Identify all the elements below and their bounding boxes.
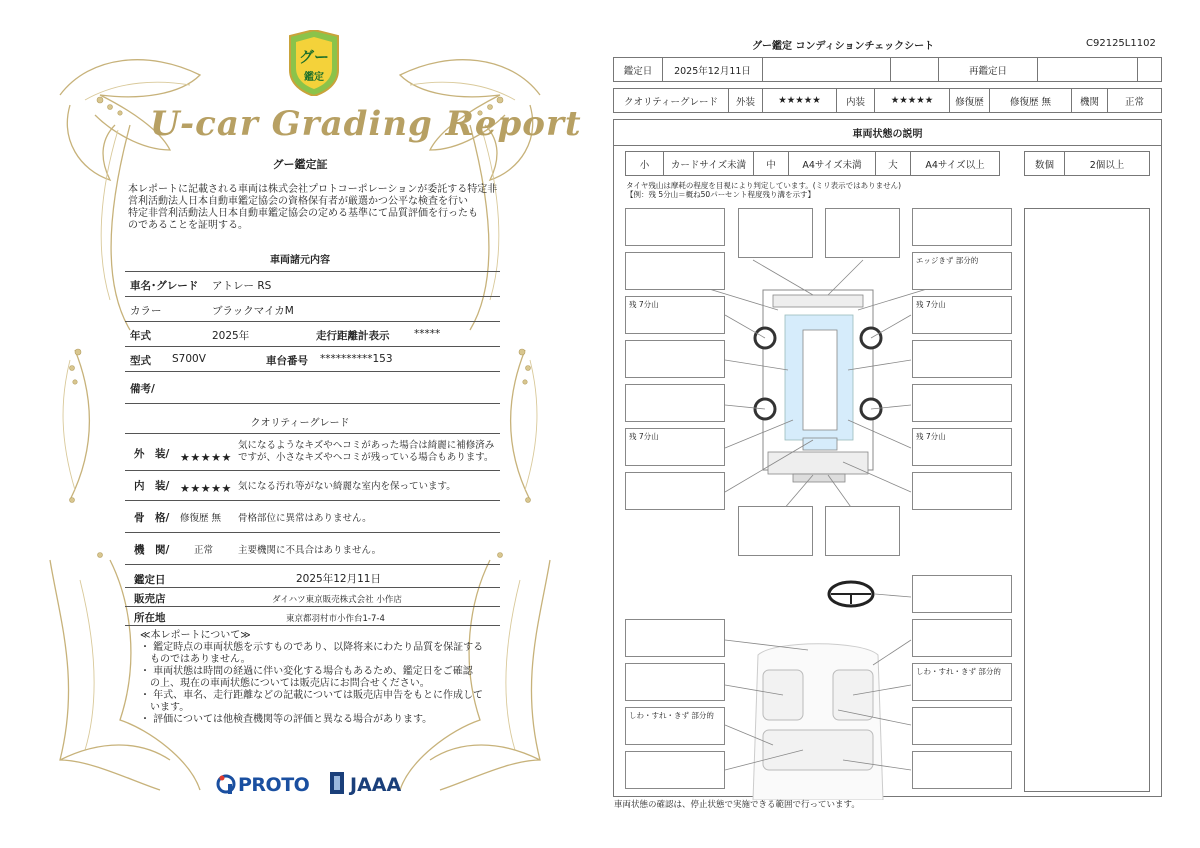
qg-label: クオリティーグレード <box>614 89 729 112</box>
comment-box-steering <box>912 575 1012 613</box>
sheet-footer: 車両状態の確認は、停止状態で実施できる範囲で行っています。 <box>614 800 860 810</box>
comment-box <box>625 252 725 290</box>
comment-box <box>625 663 725 701</box>
svg-text:グー: グー <box>298 48 330 66</box>
legend-small: 小 <box>626 152 664 175</box>
about-line: ものではありません。 <box>140 654 251 665</box>
certificate-intro <box>128 184 508 232</box>
date-label: 鑑定日 <box>614 58 663 81</box>
spec-chassis-label: 車台番号 <box>266 355 308 367</box>
quality-engine-desc: 主要機関に不具合はありません。 <box>238 545 382 556</box>
legend-count-desc: 2個以上 <box>1089 159 1125 171</box>
legend-medium-desc: A4サイズ未満 <box>789 152 876 175</box>
legend-medium: 中 <box>754 152 789 175</box>
spec-heading: 車両諸元内容 <box>270 255 330 266</box>
svg-text:鑑定: 鑑定 <box>304 72 324 83</box>
comment-box <box>625 751 725 789</box>
size-legend <box>625 151 1000 176</box>
quality-interior-desc: 気になる汚れ等がない綺麗な室内を保っています。 <box>238 481 456 492</box>
comment-box-tire-front-right <box>912 296 1012 334</box>
quality-frame-value: 修復歴 無 <box>180 513 222 524</box>
comment-box-interior-left <box>625 707 725 745</box>
ext-stars: ★★★★★ <box>763 89 837 112</box>
date-blank <box>763 58 891 81</box>
sheet-code: C92125L1102 <box>1086 38 1156 49</box>
quality-frame-desc: 骨格部位に異常はありません。 <box>238 513 372 524</box>
note-tire-fl: 残 7分山 <box>629 300 659 309</box>
quality-exterior-desc <box>238 440 494 464</box>
quality-exterior-stars: ★★★★★ <box>180 451 232 464</box>
ext-label: 外装 <box>729 89 763 112</box>
spec-model-value: S700V <box>172 353 206 365</box>
spec-mileage-value: ***** <box>414 328 441 340</box>
comment-box <box>912 707 1012 745</box>
comment-box <box>625 340 725 378</box>
about-report <box>140 630 500 726</box>
intro-line: 本レポートに記載される車両は株式会社プロトコーポレーションが委託する特定非 <box>128 184 498 195</box>
comment-box <box>912 751 1012 789</box>
about-line: ・ 評価については他検査機関等の評価と異なる場合があります。 <box>140 714 433 725</box>
proto-brand: PROTO <box>238 774 310 796</box>
dealer-label: 販売店 <box>134 593 166 605</box>
legend-large: 大 <box>876 152 911 175</box>
spec-year-label: 年式 <box>130 330 151 342</box>
date-row <box>613 57 1162 82</box>
certificate-heading: グー鑑定証 <box>272 158 328 171</box>
comment-box <box>912 619 1012 657</box>
quality-row <box>613 88 1162 113</box>
repair-value: 修復歴 無 <box>990 89 1072 112</box>
intro-line: 特定非営利活動法人日本自動車鑑定協会の定める基準にて品質評価を行ったも <box>128 208 478 219</box>
about-line: の上、現在の車両状態については販売店にお問合せください。 <box>140 678 430 689</box>
comment-box <box>912 384 1012 422</box>
appraisal-date-value: 2025年12月11日 <box>296 573 381 585</box>
address-value: 東京都羽村市小作台1-7-4 <box>286 614 385 624</box>
comment-box <box>912 472 1012 510</box>
quality-engine-value: 正常 <box>194 545 214 556</box>
legend-count: 数個 <box>1025 152 1065 175</box>
note-wrinkle-right: しわ・すれ・きず 部分的 <box>916 667 1001 676</box>
comment-box <box>738 506 813 556</box>
spec-mileage-label: 走行距離計表示 <box>316 330 390 342</box>
comment-box <box>625 384 725 422</box>
int-label: 内装 <box>837 89 875 112</box>
spec-chassis-value: **********153 <box>320 353 393 365</box>
comment-box <box>825 506 900 556</box>
note-edge-scratch: エッジきず 部分的 <box>916 256 979 265</box>
quality-engine-label: 機 関/ <box>134 544 170 556</box>
note-tire-rr: 残 7分山 <box>916 432 946 441</box>
jaaa-brand: JAAA <box>350 774 402 796</box>
state-heading: 車両状態の説明 <box>852 129 923 140</box>
about-title: ≪本レポートについて≫ <box>140 630 251 641</box>
legend-small-desc: カードサイズ未満 <box>664 152 754 175</box>
comment-box <box>825 208 900 258</box>
reappraisal-label: 再鑑定日 <box>939 58 1038 81</box>
spec-year-value: 2025年 <box>212 330 250 342</box>
repair-label: 修復歴 <box>950 89 990 112</box>
comment-box-interior-right <box>912 663 1012 701</box>
count-legend <box>1024 151 1150 176</box>
script-title: U-car Grading Report <box>150 104 582 144</box>
about-line: ・ 年式、車名、走行距離などの記載については販売店申告をもとに作成して <box>140 690 483 701</box>
comment-box <box>625 619 725 657</box>
intro-line: 営利活動法人日本自動車鑑定協会の資格保有者が厳選かつ公平な検査を行い <box>128 196 468 207</box>
sheet-title: グー鑑定 コンディションチェックシート <box>752 41 935 52</box>
proto-logo-icon <box>216 772 238 796</box>
exterior-desc-line: 気になるようなキズやヘコミがあった場合は綺麗に補修済み <box>238 440 495 451</box>
quality-heading: クオリティーグレード <box>250 418 350 429</box>
legend-large-desc: A4サイズ以上 <box>925 159 985 171</box>
spec-color-label: カラー <box>130 305 162 317</box>
appraisal-date-label: 鑑定日 <box>134 574 166 586</box>
comment-box <box>912 340 1012 378</box>
engine-label: 機関 <box>1072 89 1108 112</box>
dealer-value: ダイハツ東京販売株式会社 小作店 <box>272 595 402 605</box>
engine-value: 正常 <box>1124 96 1144 108</box>
note-tire-fr: 残 7分山 <box>916 300 946 309</box>
spec-color-value: ブラックマイカM <box>212 305 294 317</box>
about-line: います。 <box>140 702 190 713</box>
jaaa-logo-icon <box>326 770 348 796</box>
tire-note-1: タイヤ残山は摩耗の程度を目視により判定しています。(ミリ表示ではありません) <box>626 181 902 190</box>
comment-box-front-right <box>912 252 1012 290</box>
about-line: ・ 車両状態は時間の経過に伴い変化する場合もあるため、鑑定日をご確認 <box>140 666 473 677</box>
comment-box <box>625 472 725 510</box>
spec-model-label: 型式 <box>130 355 151 367</box>
comment-box-tire-rear-right <box>912 428 1012 466</box>
int-stars: ★★★★★ <box>875 89 950 112</box>
comment-box <box>625 208 725 246</box>
goo-kantei-logo <box>284 30 344 96</box>
address-label: 所在地 <box>134 612 166 624</box>
comment-box <box>738 208 813 258</box>
reappraisal-value <box>1038 58 1138 81</box>
spec-name-label: 車名･グレード <box>130 280 199 292</box>
spec-name-value: アトレー RS <box>212 280 272 292</box>
intro-line: のであることを証明する。 <box>128 220 248 231</box>
spec-notes-label: 備考/ <box>130 383 155 395</box>
comment-box-tire-rear-left <box>625 428 725 466</box>
note-tire-rl: 残 7分山 <box>629 432 659 441</box>
comment-box-tire-front-left <box>625 296 725 334</box>
exterior-desc-line: ですが、小さなキズやヘコミが残っている場合もあります。 <box>238 452 494 463</box>
date-blank <box>891 58 939 81</box>
notes-column <box>1024 208 1150 792</box>
quality-exterior-label: 外 装/ <box>134 448 170 460</box>
note-wrinkle-left: しわ・すれ・きず 部分的 <box>629 711 714 720</box>
quality-interior-stars: ★★★★★ <box>180 482 232 495</box>
comment-box <box>912 208 1012 246</box>
quality-frame-label: 骨 格/ <box>134 512 170 524</box>
about-line: ・ 鑑定時点の車両状態を示すものであり、以降将来にわたり品質を保証する <box>140 642 484 653</box>
date-value: 2025年12月11日 <box>663 58 763 81</box>
tire-note-2: 【例：残 5分山＝概ね50パーセント程度残り溝を示す】 <box>626 190 816 199</box>
quality-interior-label: 内 装/ <box>134 480 170 492</box>
